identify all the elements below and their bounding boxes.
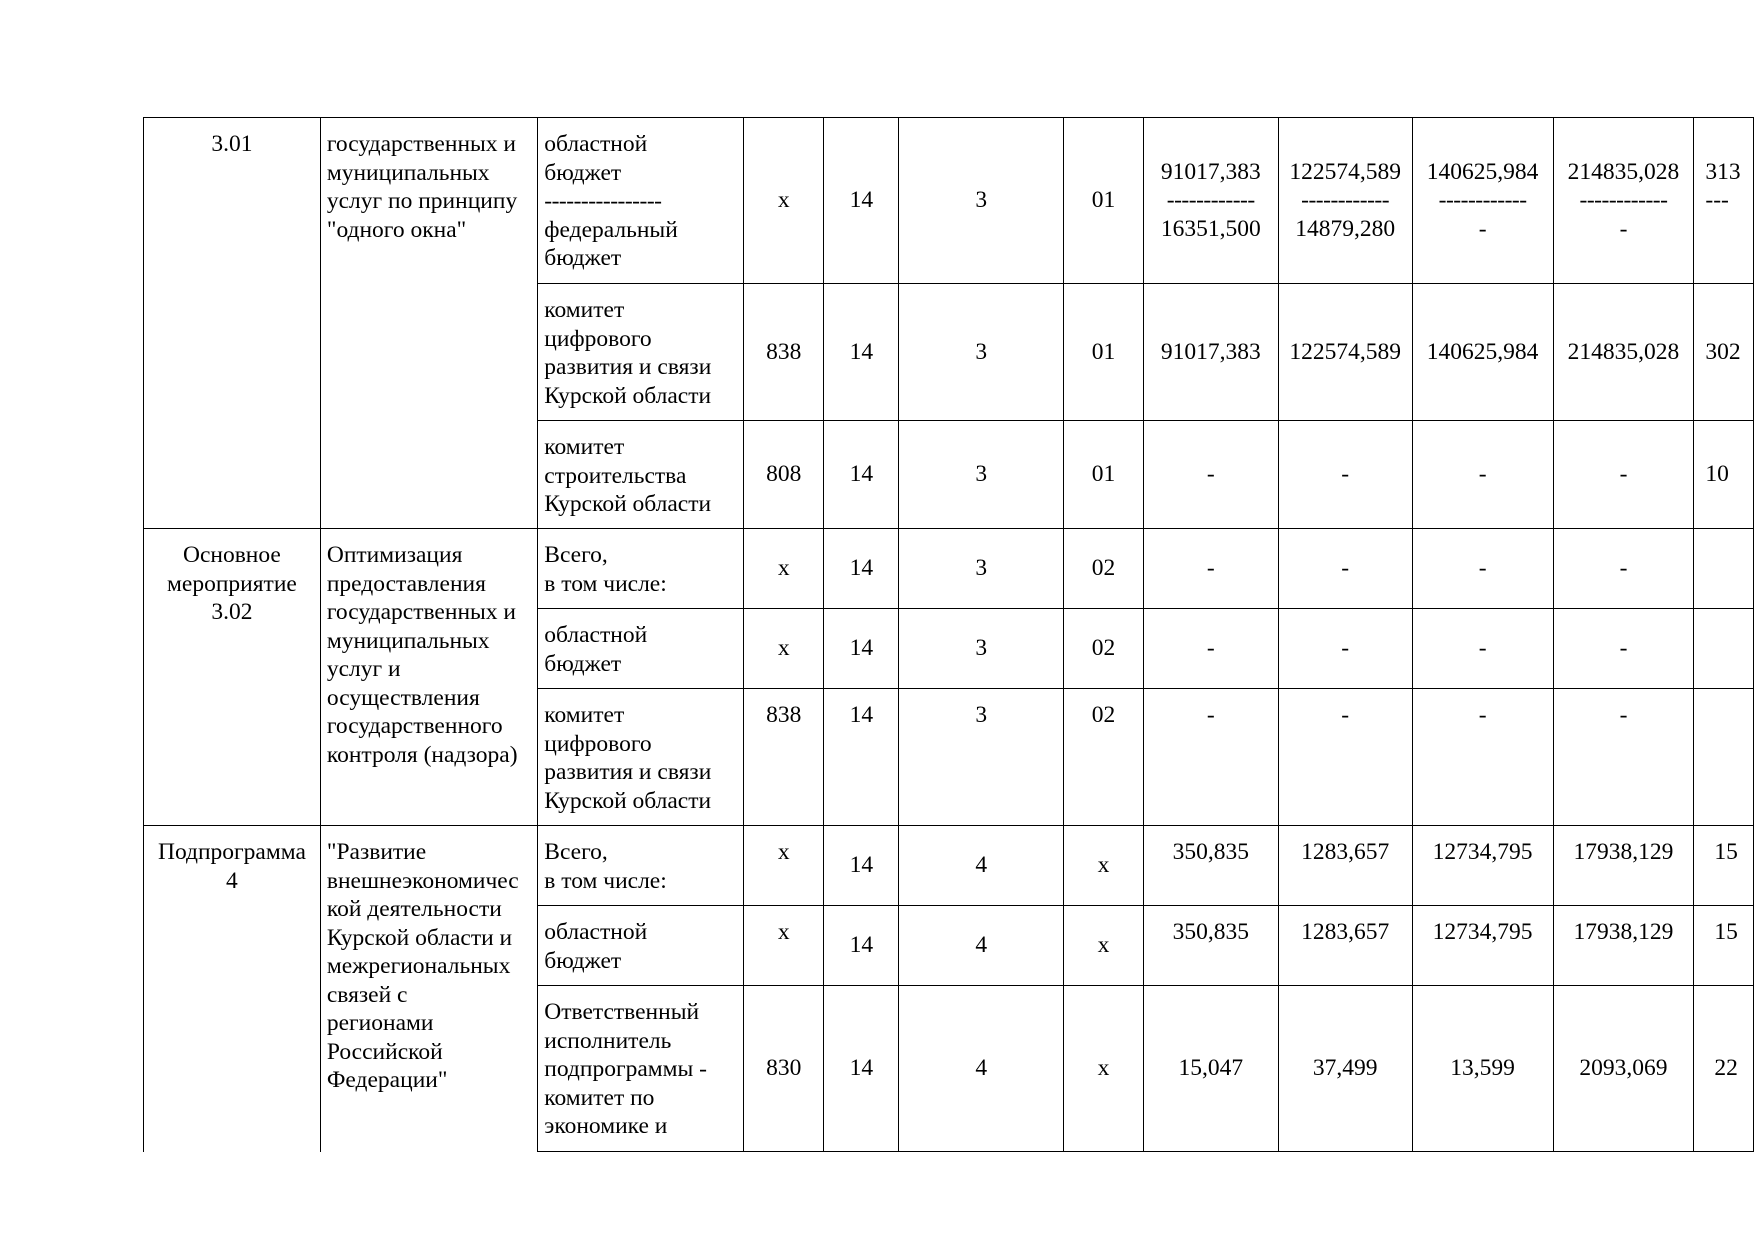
cs-cell: 02: [1064, 689, 1144, 826]
value-cell: -: [1553, 529, 1694, 609]
pr-cell: 4: [899, 906, 1064, 986]
rz-cell: 14: [824, 609, 899, 689]
value-cell: -: [1553, 689, 1694, 826]
value-cell: 15,047: [1143, 986, 1278, 1152]
cs-cell: 01: [1064, 118, 1144, 284]
value-cell-clipped: [1694, 689, 1754, 826]
pr-cell: 4: [899, 986, 1064, 1152]
value-cell-clipped: 15: [1694, 826, 1754, 906]
row-code-cell: 3.01: [144, 118, 321, 529]
cs-cell: х: [1064, 826, 1144, 906]
cs-cell: х: [1064, 906, 1144, 986]
rz-cell: 14: [824, 986, 899, 1152]
value-cell: -: [1278, 421, 1412, 529]
rz-cell: 14: [824, 284, 899, 421]
source-cell: комитет цифрового развития и связи Курской области: [538, 284, 744, 421]
pr-cell: 3: [899, 118, 1064, 284]
value-cell: 13,599: [1412, 986, 1553, 1152]
value-cell-clipped: [1694, 609, 1754, 689]
pr-cell: 3: [899, 284, 1064, 421]
value-cell: 91017,383: [1143, 284, 1278, 421]
row-name-cell: Оптимизация предоставления государственных и муниципальных услуг и осуществления государственного контроля (надзора): [320, 529, 537, 826]
rz-cell: 14: [824, 421, 899, 529]
value-cell: -: [1143, 421, 1278, 529]
grbs-cell: х: [744, 609, 824, 689]
value-cell: -: [1553, 609, 1694, 689]
source-cell: областной бюджет: [538, 906, 744, 986]
source-cell: комитет строительства Курской области: [538, 421, 744, 529]
value-cell: 350,835: [1143, 826, 1278, 906]
value-cell: -: [1278, 609, 1412, 689]
value-cell: 12734,795: [1412, 826, 1553, 906]
source-cell: областной бюджет: [538, 609, 744, 689]
value-cell: 140625,984 ------------ -: [1412, 118, 1553, 284]
row-code-cell: Основное мероприятие 3.02: [144, 529, 321, 826]
grbs-cell: 838: [744, 284, 824, 421]
value-cell: 214835,028 ------------ -: [1553, 118, 1694, 284]
cs-cell: х: [1064, 986, 1144, 1152]
source-cell: комитет цифрового развития и связи Курской области: [538, 689, 744, 826]
value-cell: 91017,383 ------------ 16351,500: [1143, 118, 1278, 284]
grbs-cell: х: [744, 826, 824, 906]
budget-table: [143, 117, 1754, 1152]
value-cell-clipped: 15: [1694, 906, 1754, 986]
value-cell: 214835,028: [1553, 284, 1694, 421]
value-cell: -: [1412, 529, 1553, 609]
grbs-cell: х: [744, 529, 824, 609]
cs-cell: 01: [1064, 421, 1144, 529]
grbs-cell: х: [744, 118, 824, 284]
value-cell: 17938,129: [1553, 906, 1694, 986]
rz-cell: 14: [824, 826, 899, 906]
grbs-cell: 808: [744, 421, 824, 529]
value-cell: 1283,657: [1278, 906, 1412, 986]
value-cell: 1283,657: [1278, 826, 1412, 906]
pr-cell: 3: [899, 689, 1064, 826]
pr-cell: 3: [899, 609, 1064, 689]
value-cell: -: [1553, 421, 1694, 529]
value-cell-clipped: 302: [1694, 284, 1754, 421]
value-cell: -: [1412, 609, 1553, 689]
rz-cell: 14: [824, 118, 899, 284]
value-cell: 140625,984: [1412, 284, 1553, 421]
value-cell-clipped: [1694, 529, 1754, 609]
pr-cell: 3: [899, 421, 1064, 529]
value-cell: -: [1412, 421, 1553, 529]
value-cell: -: [1278, 529, 1412, 609]
value-cell: -: [1143, 609, 1278, 689]
row-name-cell: государственных и муниципальных услуг по принципу "одного окна": [320, 118, 537, 529]
grbs-cell: 830: [744, 986, 824, 1152]
rz-cell: 14: [824, 529, 899, 609]
value-cell: 350,835: [1143, 906, 1278, 986]
pr-cell: 3: [899, 529, 1064, 609]
value-cell: -: [1143, 529, 1278, 609]
table-row: [144, 529, 1754, 609]
value-cell: 2093,069: [1553, 986, 1694, 1152]
value-cell: 122574,589 ------------ 14879,280: [1278, 118, 1412, 284]
value-cell: -: [1143, 689, 1278, 826]
value-cell: -: [1412, 689, 1553, 826]
grbs-cell: х: [744, 906, 824, 986]
grbs-cell: 838: [744, 689, 824, 826]
cs-cell: 01: [1064, 284, 1144, 421]
value-cell: 12734,795: [1412, 906, 1553, 986]
source-cell: Ответственный исполнитель подпрограммы - комитет по экономике и: [538, 986, 744, 1152]
source-cell: Всего, в том числе:: [538, 529, 744, 609]
rz-cell: 14: [824, 689, 899, 826]
value-cell: 122574,589: [1278, 284, 1412, 421]
value-cell: 37,499: [1278, 986, 1412, 1152]
value-cell: -: [1278, 689, 1412, 826]
value-cell-clipped: 10: [1694, 421, 1754, 529]
rz-cell: 14: [824, 906, 899, 986]
source-cell: областной бюджет ---------------- федеральный бюджет: [538, 118, 744, 284]
table-row: [144, 826, 1754, 906]
value-cell: 17938,129: [1553, 826, 1694, 906]
row-name-cell: "Развитие внешнеэкономичес кой деятельности Курской области и межрегиональных связей с регионами Российской Федерации": [320, 826, 537, 1152]
source-cell: Всего, в том числе:: [538, 826, 744, 906]
table-row: [144, 118, 1754, 284]
cs-cell: 02: [1064, 609, 1144, 689]
pr-cell: 4: [899, 826, 1064, 906]
cs-cell: 02: [1064, 529, 1144, 609]
value-cell-clipped: 22: [1694, 986, 1754, 1152]
value-cell-clipped: 313 ---: [1694, 118, 1754, 284]
row-code-cell: Подпрограмма 4: [144, 826, 321, 1152]
